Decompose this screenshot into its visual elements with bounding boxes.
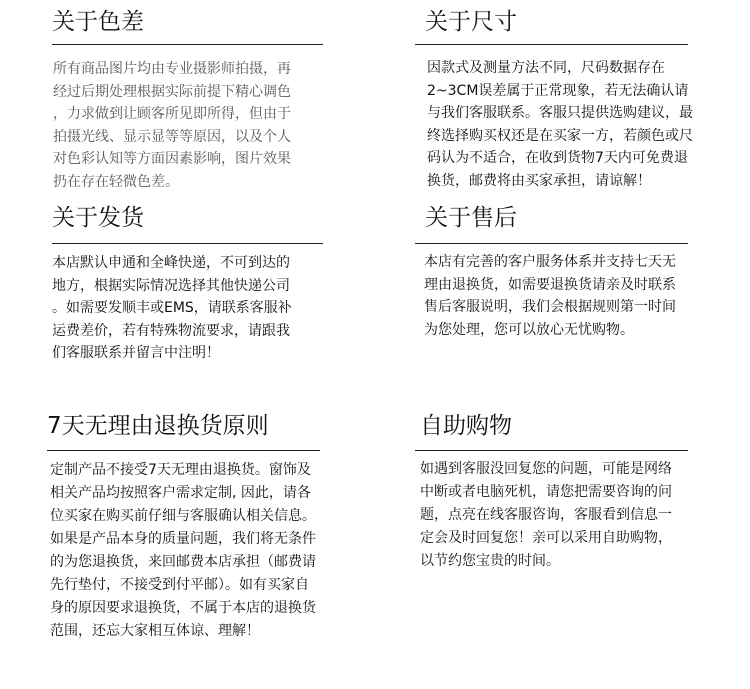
section-divider bbox=[52, 243, 323, 244]
text-line: 对色彩认知等方面因素影响，图片效果 bbox=[53, 151, 291, 168]
section-title-returns: 7天无理由退换货原则 bbox=[47, 413, 269, 439]
text-line: 中断或者电脑死机，请您把需要咨询的问 bbox=[420, 484, 672, 500]
text-line: 。如需要发顺丰或EMS，请联系客服补 bbox=[52, 300, 292, 317]
text-line: 因款式及测量方法不同，尺码数据存在 bbox=[427, 60, 665, 76]
section-divider bbox=[47, 450, 320, 451]
text-line: 们客服联系并留言中注明！ bbox=[52, 345, 220, 362]
text-line: 经过后期处理根据实际前提下精心调色 bbox=[53, 83, 291, 100]
text-line: 范围，还忘大家相互体谅、理解！ bbox=[50, 623, 260, 639]
text-line: 定制产品不接受7天无理由退换货。窗饰及 bbox=[50, 462, 311, 478]
text-line: 本店有完善的客户服务体系并支持七天无 bbox=[424, 254, 676, 270]
text-line: 的为您退换货，来回邮费本店承担（邮费请 bbox=[50, 554, 316, 570]
section-divider bbox=[415, 44, 688, 45]
text-line: 位买家在购买前仔细与客服确认相关信息。 bbox=[50, 508, 316, 524]
text-line: 终选择购买权还是在买家一方，若颜色或尺 bbox=[427, 127, 693, 144]
text-line: 题，点亮在线客服咨询，客服看到信息一 bbox=[420, 507, 672, 523]
text-line: 换货，邮费将由买家承担，请谅解！ bbox=[427, 172, 651, 189]
text-line: 2~3CM误差属于正常现象，若无法确认请 bbox=[427, 82, 689, 99]
text-line: 先行垫付，不接受到付平邮）。如有买家自 bbox=[50, 577, 309, 593]
section-body-color bbox=[53, 58, 343, 194]
section-body-size bbox=[427, 57, 747, 193]
section-title-size: 关于尺寸 bbox=[425, 9, 517, 35]
section-divider bbox=[52, 44, 323, 45]
section-body-aftersales bbox=[424, 251, 724, 341]
text-line: 如果是产品本身的质量问题，我们将无条件 bbox=[50, 531, 316, 547]
text-line: 身的原因要求退换货，不属于本店的退换货 bbox=[50, 600, 316, 616]
section-body-selfservice bbox=[420, 458, 730, 573]
text-line: 以节约您宝贵的时间。 bbox=[420, 553, 560, 569]
section-body-shipping bbox=[52, 252, 342, 365]
text-line: 定会及时回复您！亲可以采用自助购物， bbox=[420, 530, 672, 546]
text-line: ，力求做到让顾客所见即所得，但由于 bbox=[53, 106, 291, 123]
text-line: 码认为不适合，在收到货物7天内可免费退 bbox=[427, 150, 688, 167]
section-title-selfservice: 自助购物 bbox=[420, 413, 512, 439]
text-line: 如遇到客服没回复您的问题，可能是网络 bbox=[420, 461, 672, 477]
section-title-aftersales: 关于售后 bbox=[425, 205, 517, 231]
text-line: 所有商品图片均由专业摄影师拍摄，再 bbox=[53, 61, 291, 77]
text-line: 为您处理，您可以放心无忧购物。 bbox=[424, 321, 634, 338]
section-body-returns bbox=[50, 459, 360, 643]
text-line: 运费差价，若有特殊物流要求，请跟我 bbox=[52, 322, 290, 339]
text-line: 理由退换货，如需要退换货请亲及时联系 bbox=[424, 276, 676, 293]
section-title-color: 关于色差 bbox=[52, 9, 144, 35]
text-line: 地方，根据实际情况选择其他快递公司 bbox=[52, 277, 290, 294]
section-divider bbox=[415, 243, 688, 244]
section-divider bbox=[415, 450, 688, 451]
text-line: 售后客服说明，我们会根据规则第一时间 bbox=[424, 299, 676, 316]
text-line: 相关产品均按照客户需求定制, 因此，请各 bbox=[50, 485, 311, 501]
text-line: 扔在存在轻微色差。 bbox=[53, 173, 179, 190]
text-line: 拍摄光线、显示显等等原因，以及个人 bbox=[53, 128, 291, 145]
text-line: 本店默认申通和全峰快递，不可到达的 bbox=[52, 255, 290, 271]
section-title-shipping: 关于发货 bbox=[52, 205, 144, 231]
text-line: 与我们客服联系。客服只提供选购建议，最 bbox=[427, 105, 693, 122]
